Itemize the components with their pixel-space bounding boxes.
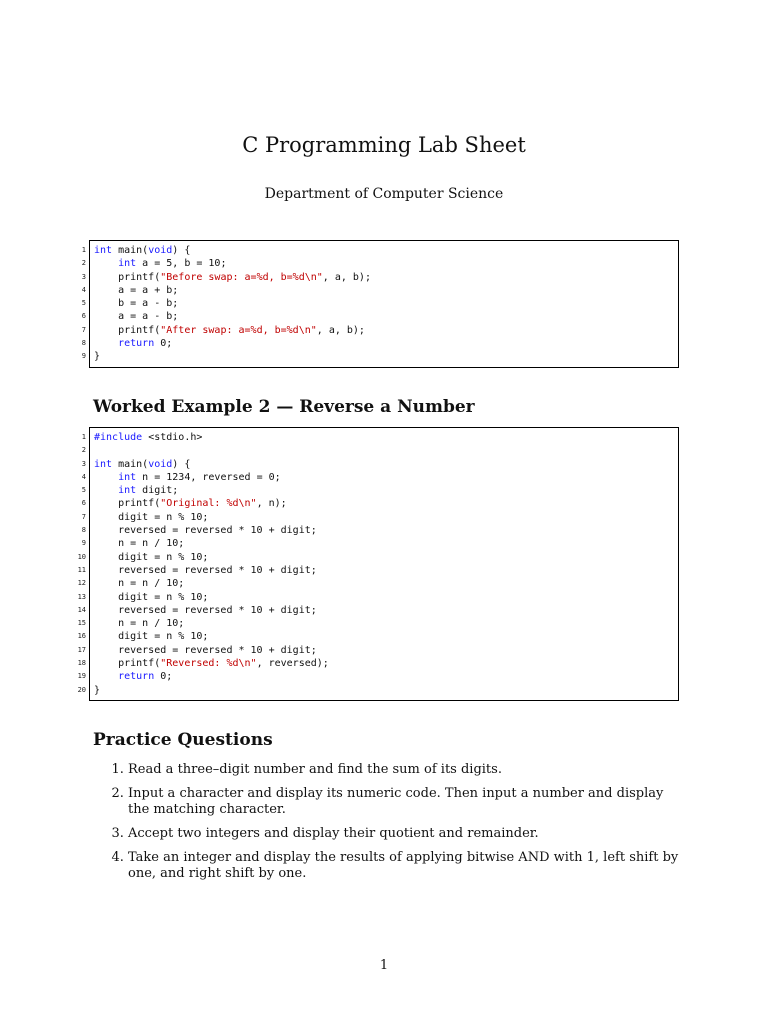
code-text: reversed = reversed * 10 + digit; (94, 525, 317, 537)
code-text: printf( (94, 658, 161, 670)
code-line (94, 310, 678, 323)
code-line (94, 617, 678, 630)
code-text (94, 485, 118, 496)
code-text: n = 1234, reversed = 0; (136, 471, 281, 483)
line-number: 14 (77, 605, 86, 614)
line-number: 6 (81, 499, 86, 508)
code-line (94, 630, 678, 643)
line-number: 17 (77, 645, 86, 654)
code-string: "After swap: a=%d, b=%d\n" (160, 324, 317, 336)
code-text: printf( (94, 498, 161, 510)
code-text: reversed = reversed * 10 + digit; (94, 644, 317, 656)
code-text (94, 338, 118, 349)
practice-question: 3. Accept two integers and display their quotient and remainder. (128, 826, 683, 842)
code-text: , a, b); (322, 271, 371, 283)
code-text: n = n / 10; (94, 618, 185, 630)
code-line (94, 271, 678, 284)
code-body (94, 244, 678, 364)
code-line (94, 551, 678, 564)
line-number: 8 (81, 526, 86, 535)
page-number: 1 (379, 958, 389, 973)
code-line (94, 524, 678, 537)
code-line (94, 257, 678, 270)
line-number: 3 (81, 272, 86, 281)
line-number: 11 (77, 565, 86, 574)
line-number-gutter (62, 431, 86, 697)
code-line (94, 337, 678, 350)
code-text: digit; (136, 485, 179, 497)
code-keyword: int (94, 245, 113, 256)
line-number: 1 (81, 246, 86, 254)
line-number: 2 (81, 259, 86, 268)
code-line (94, 444, 678, 457)
code-text: 0; (154, 338, 173, 350)
code-keyword: void (148, 458, 173, 470)
code-text: digit = n % 10; (94, 591, 209, 603)
code-text: , n); (256, 498, 287, 510)
line-number: 12 (77, 579, 86, 588)
code-line (94, 657, 678, 670)
line-number: 4 (81, 472, 86, 481)
practice-question: 2. Input a character and display its numeric code. Then input a number and display the matching character. (128, 786, 683, 818)
line-number: 8 (81, 339, 86, 348)
line-number: 5 (81, 486, 86, 495)
code-text: , reversed); (256, 658, 329, 670)
line-number: 1 (81, 433, 86, 441)
code-line (94, 471, 678, 484)
line-number: 7 (81, 325, 86, 334)
code-text: b = a - b; (94, 298, 179, 310)
code-text: <stdio.h> (142, 432, 203, 443)
code-text: a = 5, b = 10; (136, 258, 227, 270)
code-keyword: int (94, 458, 113, 470)
code-keyword: void (148, 245, 173, 256)
code-line (94, 458, 678, 471)
line-number: 5 (81, 299, 86, 308)
code-text: } (94, 684, 101, 696)
code-line (94, 564, 678, 577)
code-text: , a, b); (316, 324, 365, 336)
code-text (94, 258, 118, 269)
line-number: 7 (81, 512, 86, 521)
code-line (94, 684, 678, 697)
line-number: 9 (81, 352, 86, 361)
code-keyword: return (118, 338, 155, 350)
code-body (94, 431, 678, 697)
section-heading-reverse-number: Worked Example 2 — Reverse a Number (93, 397, 475, 417)
code-text (94, 472, 118, 483)
code-keyword: int (118, 485, 137, 497)
code-text: ) { (172, 458, 191, 470)
code-text: main( (112, 245, 149, 256)
code-text: n = n / 10; (94, 538, 185, 550)
code-line (94, 284, 678, 297)
code-text: a = a - b; (94, 311, 179, 323)
line-number-gutter (62, 244, 86, 364)
code-listing-swap (81, 240, 679, 368)
code-text: 0; (154, 671, 173, 683)
code-text: digit = n % 10; (94, 511, 209, 523)
code-text: reversed = reversed * 10 + digit; (94, 564, 317, 576)
line-number: 15 (77, 619, 86, 628)
line-number: 18 (77, 659, 86, 668)
section-heading-practice: Practice Questions (93, 730, 273, 750)
code-text: n = n / 10; (94, 578, 185, 590)
line-number: 9 (81, 539, 86, 548)
code-keyword: int (118, 258, 137, 270)
line-number: 4 (81, 285, 86, 294)
code-string: "Before swap: a=%d, b=%d\n" (160, 271, 323, 283)
code-line (94, 644, 678, 657)
code-text: digit = n % 10; (94, 551, 209, 563)
code-text: a = a + b; (94, 284, 179, 296)
practice-question: 4. Take an integer and display the results of applying bitwise AND with 1, left shift by one, and right shift by one. (128, 850, 683, 882)
practice-questions-list (93, 762, 683, 890)
code-text: digit = n % 10; (94, 631, 209, 643)
code-line (94, 511, 678, 524)
code-line (94, 577, 678, 590)
document-subtitle: Department of Computer Science (264, 186, 504, 202)
document-title: C Programming Lab Sheet (242, 133, 526, 157)
code-line (94, 244, 678, 257)
code-line (94, 604, 678, 617)
line-number: 6 (81, 312, 86, 321)
code-line (94, 350, 678, 363)
code-line (94, 670, 678, 683)
code-keyword: #include (94, 432, 143, 443)
code-text: ) { (172, 245, 191, 256)
code-text: } (94, 351, 101, 363)
code-line (94, 431, 678, 444)
line-number: 20 (77, 685, 86, 694)
line-number: 10 (77, 552, 86, 561)
code-line (94, 497, 678, 510)
code-line (94, 297, 678, 310)
line-number: 19 (77, 672, 86, 681)
code-line (94, 484, 678, 497)
line-number: 2 (81, 446, 86, 455)
code-text: printf( (94, 271, 161, 283)
code-keyword: int (118, 471, 137, 483)
code-text: printf( (94, 324, 161, 336)
line-number: 13 (77, 592, 86, 601)
code-string: "Reversed: %d\n" (160, 658, 257, 670)
code-keyword: return (118, 671, 155, 683)
code-text: main( (112, 458, 149, 470)
line-number: 16 (77, 632, 86, 641)
line-number: 3 (81, 459, 86, 468)
code-text (94, 671, 118, 682)
code-line (94, 537, 678, 550)
code-listing-reverse (77, 427, 679, 701)
code-line (94, 591, 678, 604)
practice-question: 1. Read a three–digit number and find the sum of its digits. (128, 762, 683, 778)
code-text: reversed = reversed * 10 + digit; (94, 604, 317, 616)
code-line (94, 324, 678, 337)
code-string: "Original: %d\n" (160, 498, 257, 510)
